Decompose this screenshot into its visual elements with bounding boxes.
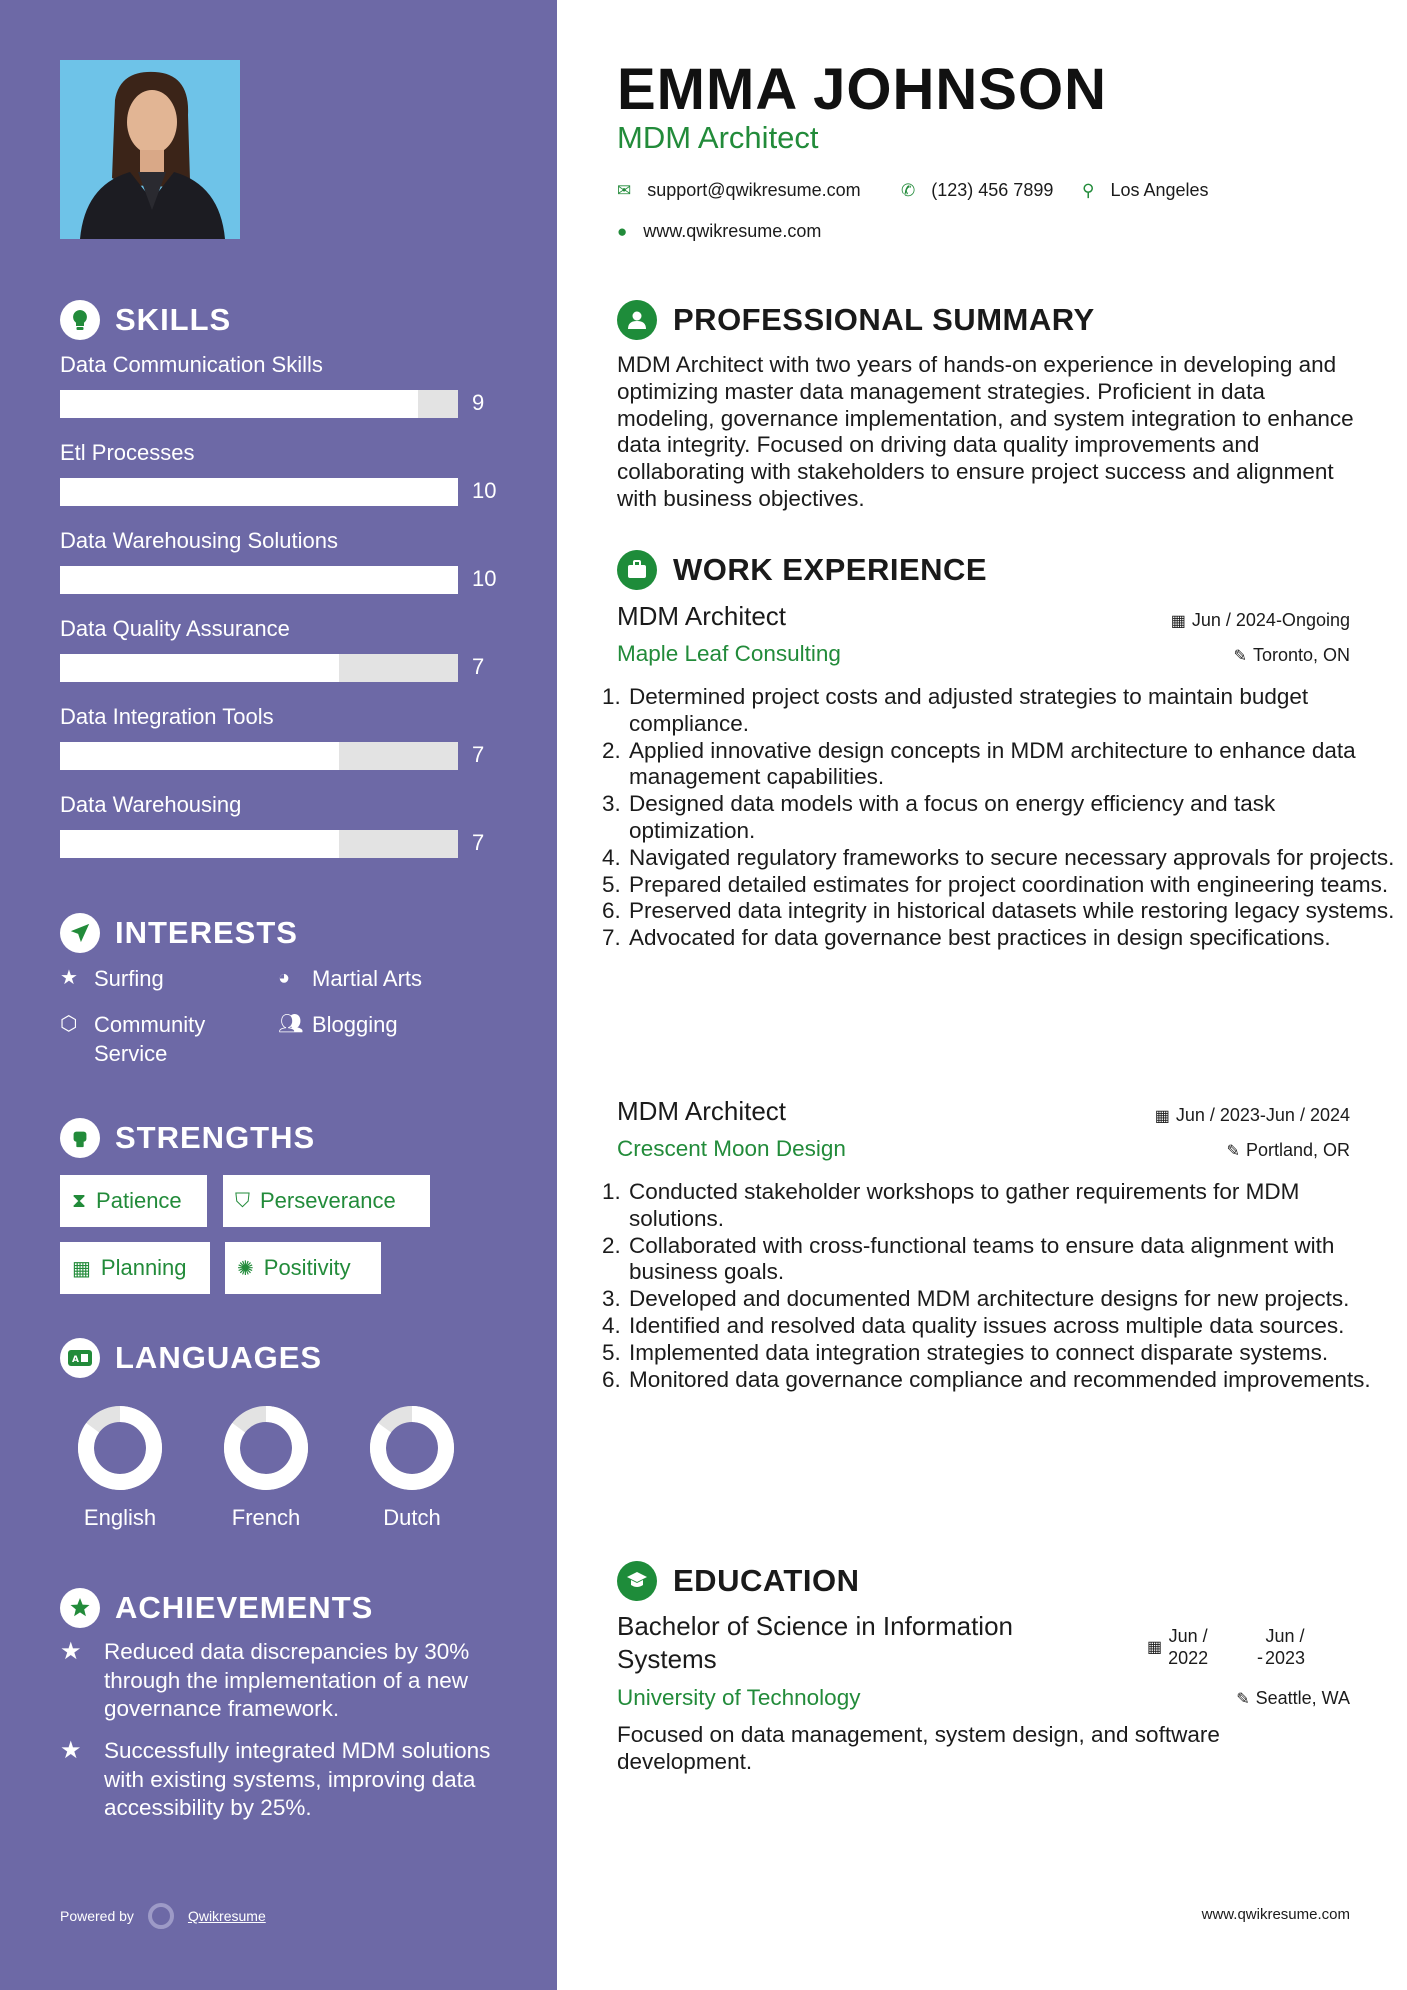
education-heading [617, 1561, 859, 1601]
interest-item: ⬡ Community Service [60, 1012, 206, 1066]
qwikresume-link[interactable]: Qwikresume [187, 1908, 266, 1924]
main-content [557, 0, 1407, 1990]
languages-heading [60, 1338, 322, 1378]
hourglass-icon: ⧗ [72, 1189, 87, 1212]
job-dates: ▦ Jun / 2024-Ongoing [1170, 610, 1350, 630]
list-item: 3. Designed data models with a focus on energy efficiency and task optimization. [627, 791, 1397, 845]
job-location: ✎ Portland, OR [1226, 1140, 1350, 1160]
star-icon: ★ [60, 967, 78, 989]
candidate-name: EMMA JOHNSON [617, 57, 1107, 122]
skill-bar [60, 830, 458, 858]
calendar-icon: ▦ [72, 1257, 91, 1280]
skill-label: Data Warehousing [60, 792, 242, 817]
job-title: MDM Architect [617, 1096, 787, 1126]
skill-value: 7 [472, 830, 485, 855]
strength-chip: ✺ Positivity [225, 1242, 381, 1294]
briefcase-icon [617, 550, 657, 590]
shield-icon: ⬡ [60, 1013, 78, 1035]
contact-phone: ✆ (123) 456 7899 [901, 180, 1054, 200]
summary-text: MDM Architect with two years of hands-on experience in developing and optimizing master data management strategies. Proficient in data modeling, governance implementation, and system integration to enhance data integrity. Focused on driving data quality improvements and collaborating with stakeholders to ensure project success and alignment with business objectives. [617, 352, 1354, 511]
list-item: 1. Conducted stakeholder workshops to gather requirements for MDM solutions. [627, 1179, 1397, 1233]
skill-bar-fill [60, 478, 458, 506]
skill-bar [60, 390, 458, 418]
list-item: 6. Monitored data governance compliance and recommended improvements. [627, 1367, 1397, 1394]
language-label: Dutch [383, 1505, 441, 1530]
skill-value: 10 [472, 478, 497, 503]
skill-bar-fill [60, 390, 418, 418]
list-item: 2. Collaborated with cross-functional teams to ensure data alignment with business goals. [627, 1233, 1397, 1287]
skill-bar-fill [60, 566, 458, 594]
list-item: 5. Prepared detailed estimates for project coordination with engineering teams. [627, 872, 1397, 899]
skills-heading [60, 300, 231, 340]
globe-icon: ● [617, 221, 628, 241]
svg-text:A: A [72, 1355, 79, 1365]
interest-item: ◕ Martial Arts [278, 966, 423, 991]
fist-icon [60, 1118, 100, 1158]
experience-heading [617, 550, 987, 590]
award-star-icon [60, 1588, 100, 1628]
education-description: Focused on data management, system design, and software development. [617, 1722, 1220, 1774]
education-date-end: - Jun / 2023 [1257, 1626, 1306, 1668]
road-icon: ⛉ [235, 1189, 250, 1212]
globe-icon: ◕ [278, 967, 291, 989]
strength-chip: ⛉ Perseverance [223, 1175, 430, 1227]
contact-location: ⚲ Los Angeles [1082, 180, 1209, 200]
interest-item: 👥︎ Blogging [278, 1012, 398, 1037]
phone-icon: ✆ [901, 180, 916, 200]
sidebar [0, 0, 557, 1990]
interests-title: INTERESTS [115, 915, 298, 950]
experience-title: WORK EXPERIENCE [673, 552, 988, 587]
skill-value: 7 [472, 742, 485, 767]
translate-icon [60, 1338, 100, 1378]
job-company: Crescent Moon Design [617, 1136, 846, 1161]
achievements-title: ACHIEVEMENTS [115, 1590, 374, 1625]
skill-label: Data Communication Skills [60, 352, 323, 377]
strengths-title: STRENGTHS [115, 1120, 316, 1155]
calendar-icon: ▦ [1147, 1639, 1163, 1656]
language-item [367, 1405, 457, 1531]
graduate-icon [617, 1561, 657, 1601]
skill-label: Etl Processes [60, 440, 195, 465]
list-item: 3. Developed and documented MDM architecture designs for new projects. [627, 1286, 1397, 1313]
contact-website: ● www.qwikresume.com [617, 221, 822, 241]
envelope-icon: ✉ [617, 180, 632, 200]
interest-item: ★ Surfing [60, 966, 164, 991]
language-item [75, 1405, 165, 1531]
list-item: 2. Applied innovative design concepts in MDM architecture to enhance data management capabilities. [627, 738, 1397, 792]
job-dates: ▦ Jun / 2023-Jun / 2024 [1154, 1105, 1350, 1125]
skills-title: SKILLS [115, 302, 232, 337]
footer-url[interactable]: www.qwikresume.com [1201, 1906, 1350, 1923]
strength-chip: ⧗ Patience [60, 1175, 207, 1227]
list-item: 6. Preserved data integrity in historical datasets while restoring legacy systems. [627, 898, 1397, 925]
users-icon: 👥︎ [278, 1013, 304, 1035]
calendar-icon: ▦ [1154, 1107, 1170, 1125]
education-location: ✎ Seattle, WA [1236, 1688, 1350, 1708]
job-company: Maple Leaf Consulting [617, 641, 841, 666]
map-pin-icon: ⚲ [1082, 180, 1095, 200]
languages-title: LANGUAGES [115, 1340, 323, 1375]
education-title: EDUCATION [673, 1563, 860, 1598]
pin-icon: ✎ [1233, 647, 1247, 665]
list-item: 4. Navigated regulatory frameworks to secure necessary approvals for projects. [627, 845, 1397, 872]
profile-photo [60, 60, 240, 239]
language-label: French [231, 1505, 301, 1530]
list-item: 5. Implemented data integration strategies to connect disparate systems. [627, 1340, 1397, 1367]
language-item [221, 1405, 311, 1531]
skill-value: 10 [472, 566, 497, 591]
shooting-star-icon: ★ [60, 1737, 82, 1764]
skill-bar [60, 566, 458, 594]
interests-heading [60, 913, 298, 953]
strength-chip: ▦ Planning [60, 1242, 210, 1294]
user-icon [617, 300, 657, 340]
sun-icon: ✺ [237, 1257, 254, 1280]
skill-bar-fill [60, 742, 339, 770]
skill-bar [60, 478, 458, 506]
education-degree: Bachelor of Science in Information Systems [617, 1611, 1013, 1674]
skill-label: Data Warehousing Solutions [60, 528, 339, 553]
job-duties [599, 684, 1397, 952]
powered-by: Powered by Qwikresume [60, 1903, 266, 1929]
summary-title: PROFESSIONAL SUMMARY [673, 302, 1095, 337]
language-donut [369, 1405, 455, 1491]
job-location: ✎ Toronto, ON [1233, 645, 1350, 665]
paper-plane-icon [60, 913, 100, 953]
strengths-heading [60, 1118, 315, 1158]
qwikresume-logo-icon [148, 1903, 174, 1929]
job-title: MDM Architect [617, 601, 787, 631]
language-donut [223, 1405, 309, 1491]
contact-email: ✉ support@qwikresume.com [617, 180, 861, 200]
skill-bar-fill [60, 654, 339, 682]
list-item: 7. Advocated for data governance best practices in design specifications. [627, 925, 1397, 952]
education-school: University of Technology [617, 1685, 861, 1710]
education-date-start: ▦ Jun / 2022 [1147, 1626, 1209, 1668]
candidate-role: MDM Architect [617, 120, 819, 155]
skill-bar [60, 654, 458, 682]
achievement-item: ★ Reduced data discrepancies by 30% through the implementation of a new governance framework. [60, 1638, 500, 1724]
summary-heading [617, 300, 1095, 340]
calendar-icon: ▦ [1170, 612, 1186, 630]
shooting-star-icon: ★ [60, 1638, 82, 1665]
skill-label: Data Integration Tools [60, 704, 274, 729]
job-duties [599, 1179, 1397, 1393]
language-donut [77, 1405, 163, 1491]
achievements-heading [60, 1588, 373, 1628]
achievement-item: ★ Successfully integrated MDM solutions with existing systems, improving data accessibility by 25%. [60, 1737, 500, 1823]
skill-label: Data Quality Assurance [60, 616, 290, 641]
skill-value: 9 [472, 390, 485, 415]
list-item: 4. Identified and resolved data quality issues across multiple data sources. [627, 1313, 1397, 1340]
skill-bar [60, 742, 458, 770]
language-label: English [83, 1505, 157, 1530]
pin-icon: ✎ [1226, 1142, 1240, 1160]
skill-value: 7 [472, 654, 485, 679]
pin-icon: ✎ [1236, 1690, 1250, 1708]
list-item: 1. Determined project costs and adjusted strategies to maintain budget compliance. [627, 684, 1397, 738]
lightbulb-icon [60, 300, 100, 340]
skill-bar-fill [60, 830, 339, 858]
